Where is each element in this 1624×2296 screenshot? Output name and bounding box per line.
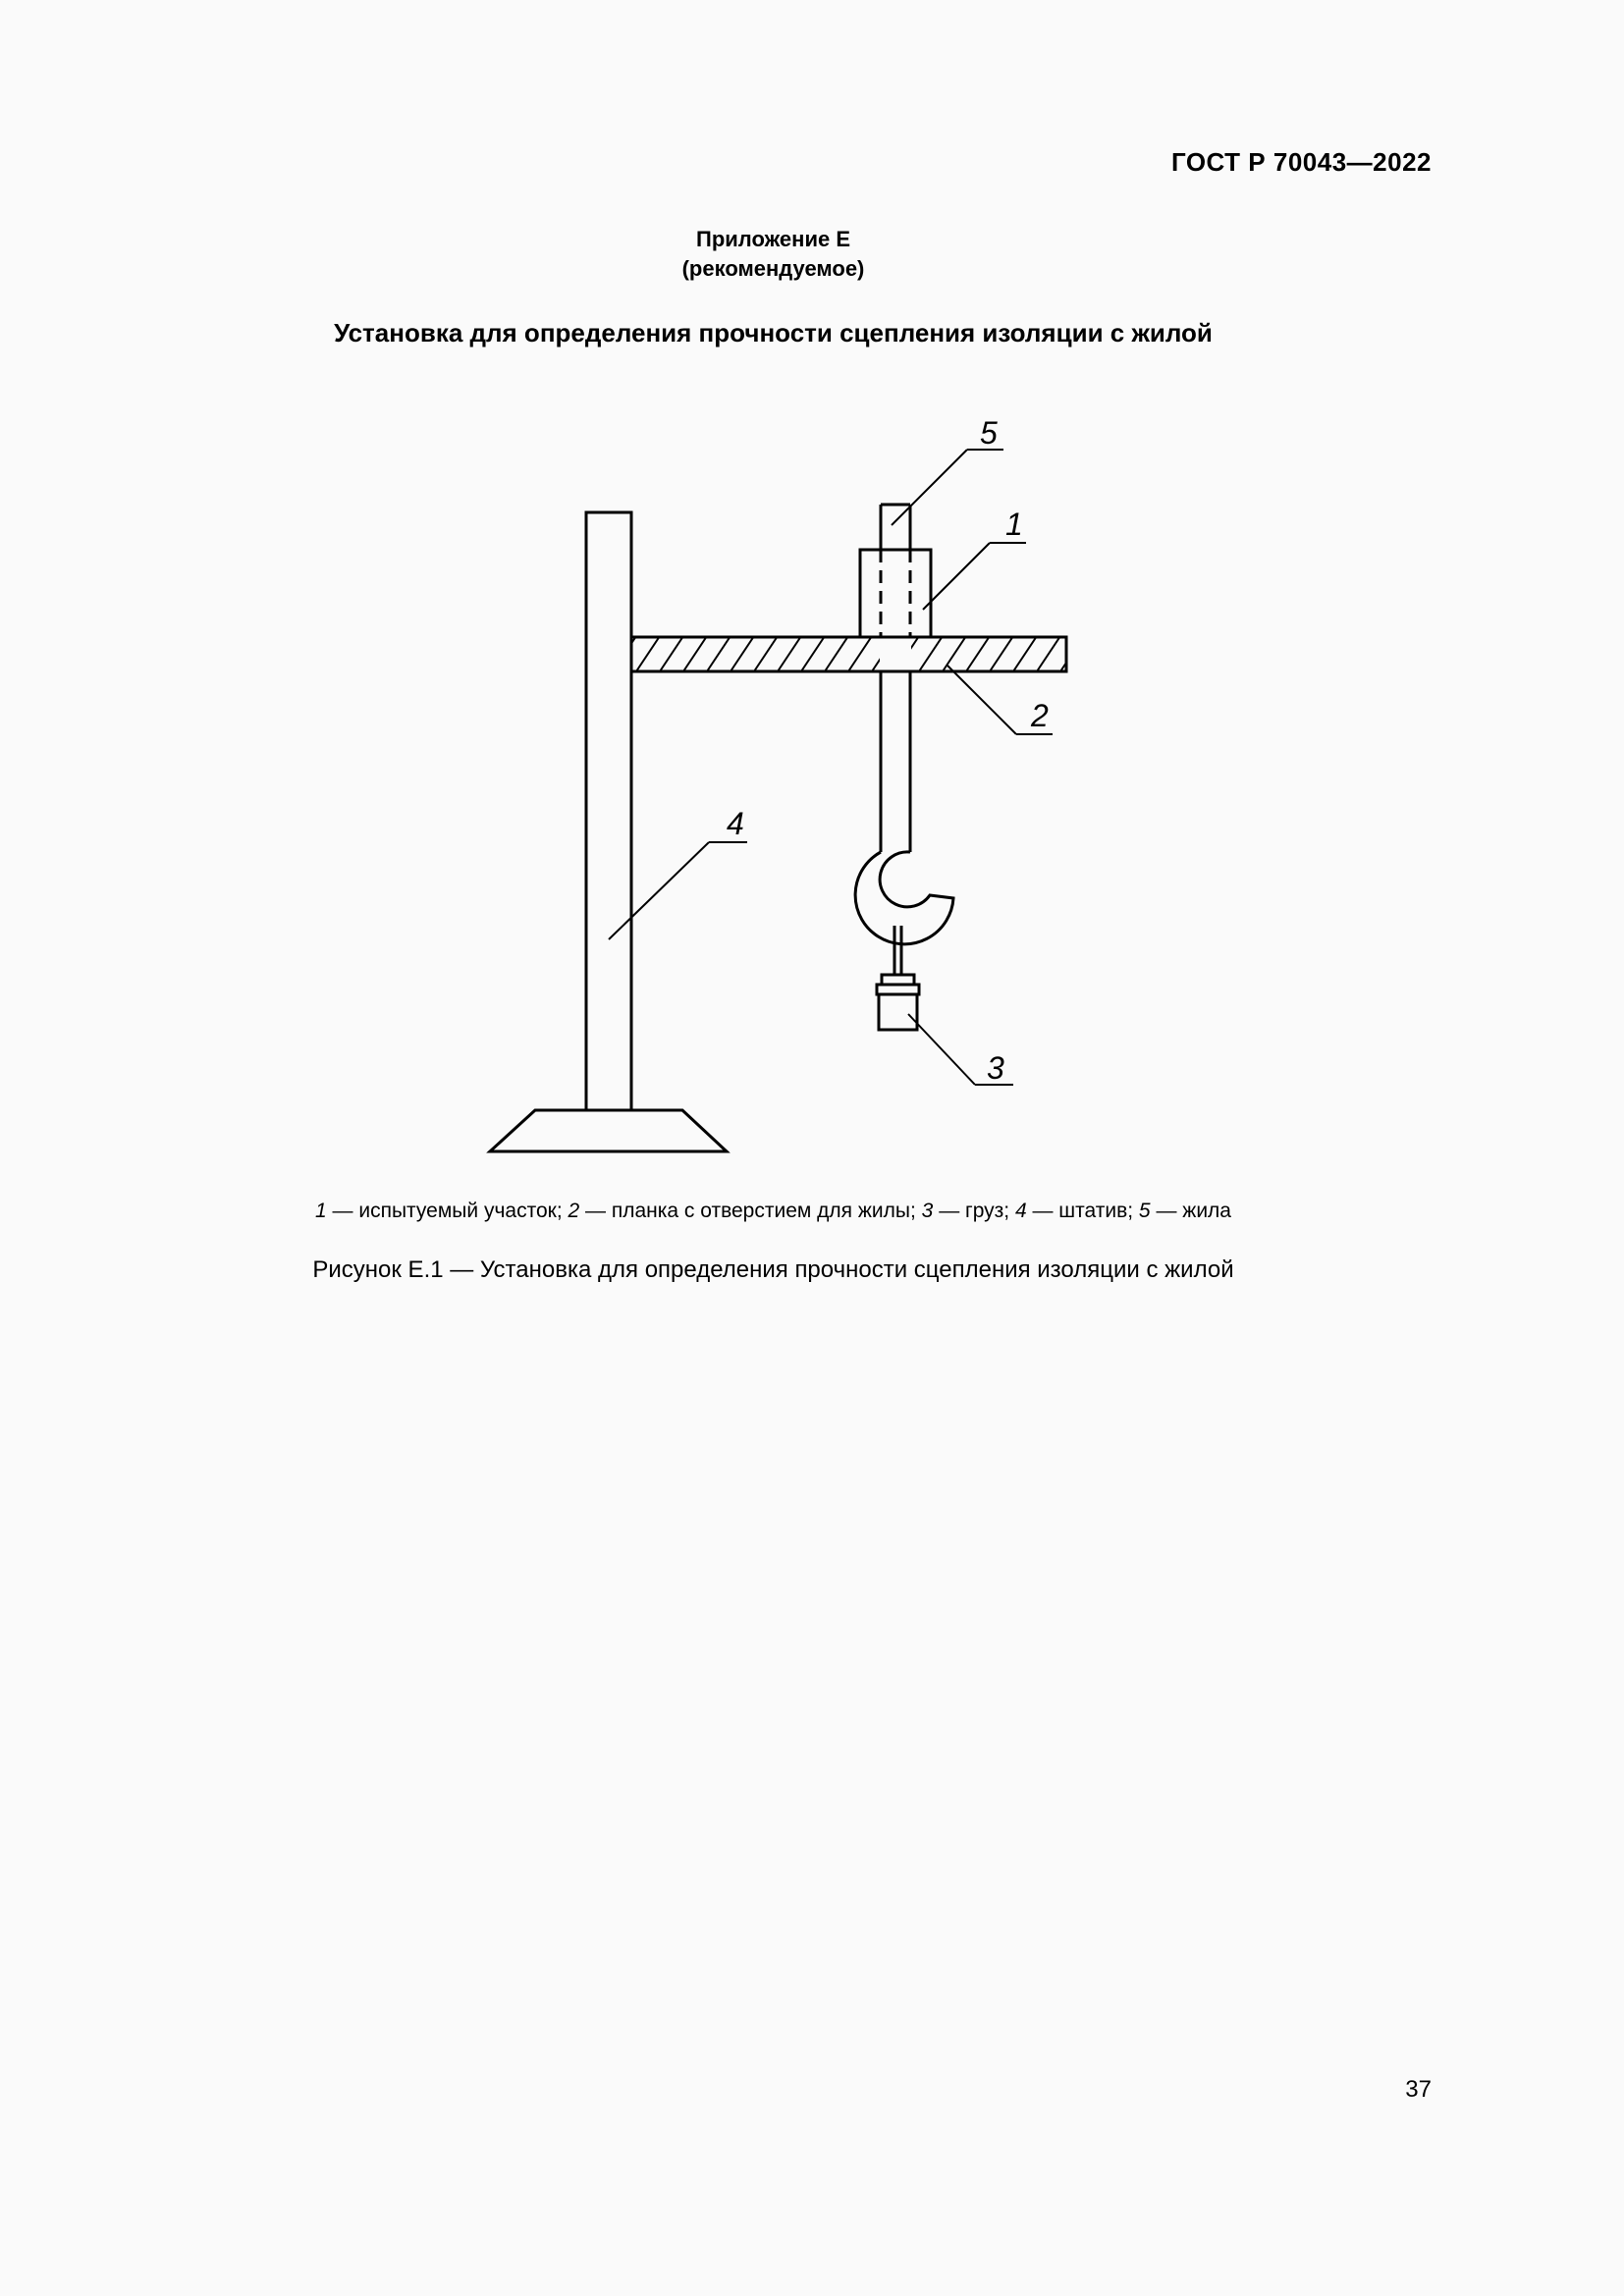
legend-num-4: 4 [1014,1200,1027,1222]
callout-4: 4 [727,806,744,841]
legend-text-5: — жила [1150,1200,1231,1222]
legend-text-1: — испытуемый участок; [326,1200,568,1222]
weight [877,926,919,1030]
callout-1: 1 [1005,507,1023,542]
legend-text-3: — груз; [933,1200,1015,1222]
legend-num-5: 5 [1138,1200,1151,1222]
document-code: ГОСТ Р 70043—2022 [1170,147,1432,177]
page-number: 37 [1405,2076,1432,2103]
callouts [609,415,1053,1086]
appendix-title: Приложение Е [696,227,850,251]
stand-base [490,1110,727,1151]
legend-num-1: 1 [315,1200,327,1222]
legend-text-2: — планка с отверстием для жилы; [579,1200,922,1222]
test-section [860,550,931,637]
figure-legend [0,1200,1546,1223]
appendix-status: (рекомендуемое) [681,256,865,281]
stand-pole [586,512,631,1110]
callout-2: 2 [1031,698,1049,733]
callout-3: 3 [987,1050,1004,1086]
stand [490,512,727,1151]
legend-text-4: — штатив; [1026,1200,1139,1222]
figure-caption: Рисунок Е.1 — Установка для определения прочности сцепления изоляции с жилой [312,1256,1234,1283]
section-title: Установка для определения прочности сцепления изоляции с жилой [334,318,1213,347]
callout-5: 5 [980,415,998,451]
legend-num-3: 3 [921,1200,934,1222]
legend-num-2: 2 [568,1200,580,1222]
plank [631,637,1066,671]
hook [855,671,953,944]
